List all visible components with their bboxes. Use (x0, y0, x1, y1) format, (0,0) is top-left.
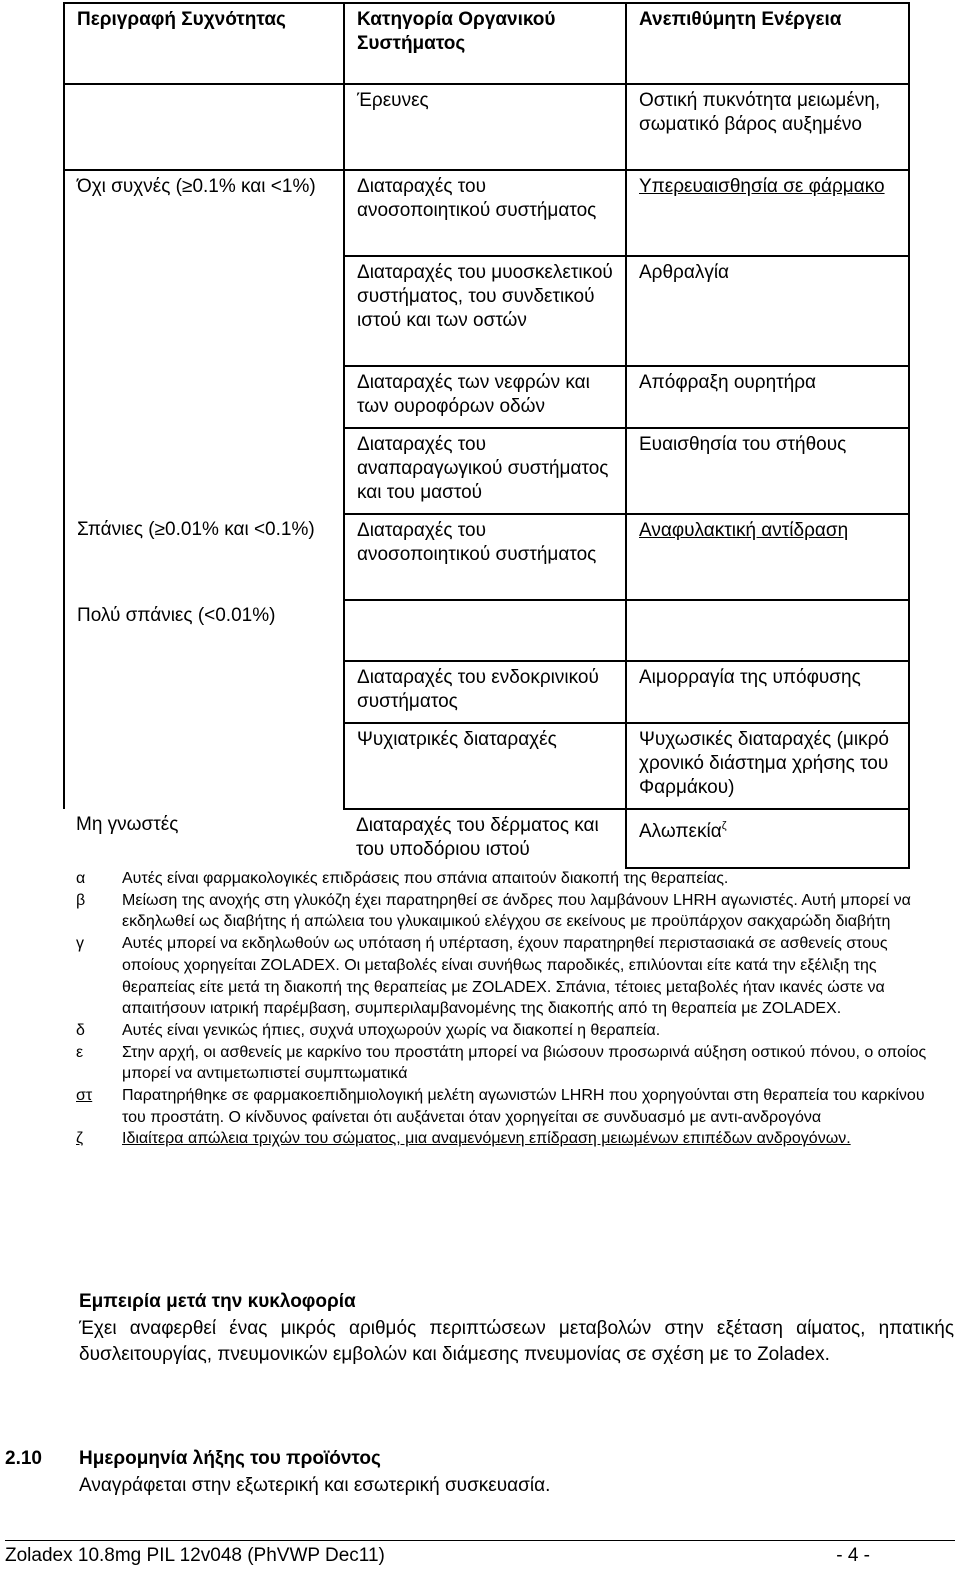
footnote-key: ε (76, 1043, 84, 1061)
header-organ-system: Κατηγορία Οργανικού Συστήματος (344, 3, 626, 84)
cell-organ: Διαταραχές του ενδοκρινικού συστήματος (344, 661, 626, 723)
cell-organ: Διαταραχές του αναπαραγωγικού συστήματος και του μαστού (344, 428, 626, 514)
section-number: 2.10 (5, 1448, 42, 1469)
table-row (64, 256, 909, 366)
table-row (64, 428, 909, 514)
cell-frequency (64, 256, 344, 366)
cell-reaction (626, 600, 909, 661)
cell-reaction: Ευαισθησία του στήθους (626, 428, 909, 514)
footnote-text: Παρατηρήθηκε σε φαρμακοεπιδημιολογική μελέτη αγωνιστών LHRH που χορηγούνται στη θεραπεία του καρκίνου του προστάτη. Ο κίνδυνος φαίνεται ότι αυξάνεται όταν χορηγείται σε συνδυασμό με αντι-ανδρογόνα (122, 1087, 925, 1126)
expiry-section (79, 1446, 550, 1499)
footnote-item (76, 890, 946, 933)
table-row (64, 170, 909, 256)
footnote-key: α (76, 870, 86, 887)
footnote-key: γ (76, 935, 84, 953)
footnote-key: δ (76, 1021, 85, 1039)
table-row (64, 723, 909, 809)
footnote-key: ζ (76, 1130, 84, 1148)
cell-frequency (64, 723, 344, 809)
table-header-row (64, 3, 909, 84)
cell-organ: Έρευνες (344, 84, 626, 170)
expiry-title: Ημερομηνία λήξης του προϊόντος (79, 1448, 381, 1469)
table-row (64, 600, 909, 661)
cell-reaction: Αιμορραγία της υπόφυσης (626, 661, 909, 723)
footer-page-number: - 4 - (836, 1545, 870, 1566)
footnote-key: στ (76, 1087, 93, 1105)
cell-organ: Διαταραχές του ανοσοποιητικού συστήματος (344, 170, 626, 256)
cell-frequency (64, 366, 344, 428)
table-row (64, 84, 909, 170)
cell-frequency (64, 428, 344, 514)
footnote-text: Μείωση της ανοχής στη γλυκόζη έχει παρατηρηθεί σε άνδρες που λαμβάνουν LHRH αγωνιστές. Αυτή μπορεί να εκδηλωθεί ως διαβήτης ή απώλεια του γλυκαιμικού ελέγχου σε εκείνους με προϋπάρχον σακχαρώδη διαβήτη (122, 891, 911, 931)
post-marketing-section (79, 1289, 954, 1369)
cell-organ: Διαταραχές του ανοσοποιητικού συστήματος (344, 514, 626, 600)
header-frequency: Περιγραφή Συχνότητας (64, 3, 344, 84)
footnote-item (76, 933, 946, 1020)
footnote-item (76, 1128, 946, 1150)
footnote-item (76, 1085, 946, 1128)
footnote-item (76, 1042, 946, 1085)
header-adverse-reaction: Ανεπιθύμητη Ενέργεια (626, 3, 909, 84)
cell-organ: Διαταραχές του δέρματος και του υποδόριου ιστού (344, 809, 626, 868)
cell-organ: Διαταραχές των νεφρών και των ουροφόρων οδών (344, 366, 626, 428)
footnote-item (76, 1020, 946, 1042)
footnote-marker: ζ (721, 820, 727, 832)
footnote-text: Στην αρχή, οι ασθενείς με καρκίνο του προστάτη μπορεί να βιώσουν προσωρινά αύξηση οστικού πόνου, ο οποίος μπορεί να αντιμετωπιστεί συμπτωματικά (122, 1043, 927, 1083)
post-marketing-text: Έχει αναφερθεί ένας μικρός αριθμός περιπτώσεων μεταβολών στην εξέταση αίματος, ηπατικής δυσλειτουργίας, πνευμονικών εμβολών και διάμεσης πνευμονίας σε σχέση με το Zoladex. (79, 1317, 954, 1365)
cell-reaction (626, 809, 909, 868)
cell-reaction: Απόφραξη ουρητήρα (626, 366, 909, 428)
table-row (64, 661, 909, 723)
footnote-text: Αυτές μπορεί να εκδηλωθούν ως υπόταση ή υπέρταση, έχουν παρατηρηθεί περιστασιακά σε ασθενείς στους οποίους χορηγείται ZOLADEX. Οι μεταβολές είναι συνήθως παροδικές, επιλύονται είτε κατά την εξέλιξη της θεραπείας είτε μετά τη διακοπή της θεραπείας με ZOLADEX. Σπάνια, τέτοιες μεταβολές ήταν ικανές ώστε να απαιτήσουν ιατρική παρέμβαση, συμπεριλαμβανομένης της διακοπής από τη θεραπεία με ZOLADEX. (122, 935, 888, 1018)
cell-reaction: Οστική πυκνότητα μειωμένη, σωματικό βάρος αυξημένο (626, 84, 909, 170)
table-row (64, 514, 909, 600)
table-row (64, 366, 909, 428)
reaction-text: Αλωπεκία (639, 821, 722, 842)
table-row (64, 809, 909, 868)
cell-organ: Διαταραχές του μυοσκελετικού συστήματος, του συνδετικού ιστού και των οστών (344, 256, 626, 366)
cell-organ: Ψυχιατρικές διαταραχές (344, 723, 626, 809)
footnote-item (76, 868, 946, 890)
cell-reaction: Ψυχωσικές διαταραχές (μικρό χρονικό διάστημα χρήσης του Φαρμάκου) (626, 723, 909, 809)
footnote-text: Αυτές είναι φαρμακολογικές επιδράσεις που σπάνια απαιτούν διακοπή της θεραπείας. (122, 870, 729, 887)
cell-frequency: Πολύ σπάνιες (<0.01%) (64, 600, 344, 661)
cell-reaction: Αρθραλγία (626, 256, 909, 366)
footer-document-id: Zoladex 10.8mg PIL 12v048 (PhVWP Dec11) (5, 1545, 385, 1566)
footer-divider (5, 1540, 955, 1541)
post-marketing-title: Εμπειρία μετά την κυκλοφορία (79, 1291, 356, 1312)
cell-reaction: Αναφυλακτική αντίδραση (626, 514, 909, 600)
cell-organ (344, 600, 626, 661)
cell-frequency (64, 84, 344, 170)
footnote-text: Ιδιαίτερα απώλεια τριχών του σώματος, μια αναμενόμενη επίδραση μειωμένων επιπέδων ανδρογόνων. (122, 1130, 851, 1148)
footnote-text: Αυτές είναι γενικώς ήπιες, συχνά υποχωρούν χωρίς να διακοπεί η θεραπεία. (122, 1021, 661, 1039)
footnote-key: β (76, 891, 86, 909)
cell-frequency: Σπάνιες (≥0.01% και <0.1%) (64, 514, 344, 600)
cell-frequency: Μη γνωστές (76, 814, 179, 835)
cell-frequency (64, 661, 344, 723)
expiry-text: Αναγράφεται στην εξωτερική και εσωτερική συσκευασία. (79, 1474, 551, 1496)
cell-frequency: Όχι συχνές (≥0.1% και <1%) (64, 170, 344, 256)
adverse-reactions-table (63, 2, 910, 869)
cell-reaction: Υπερευαισθησία σε φάρμακο (626, 170, 909, 256)
footnotes (76, 868, 946, 1150)
